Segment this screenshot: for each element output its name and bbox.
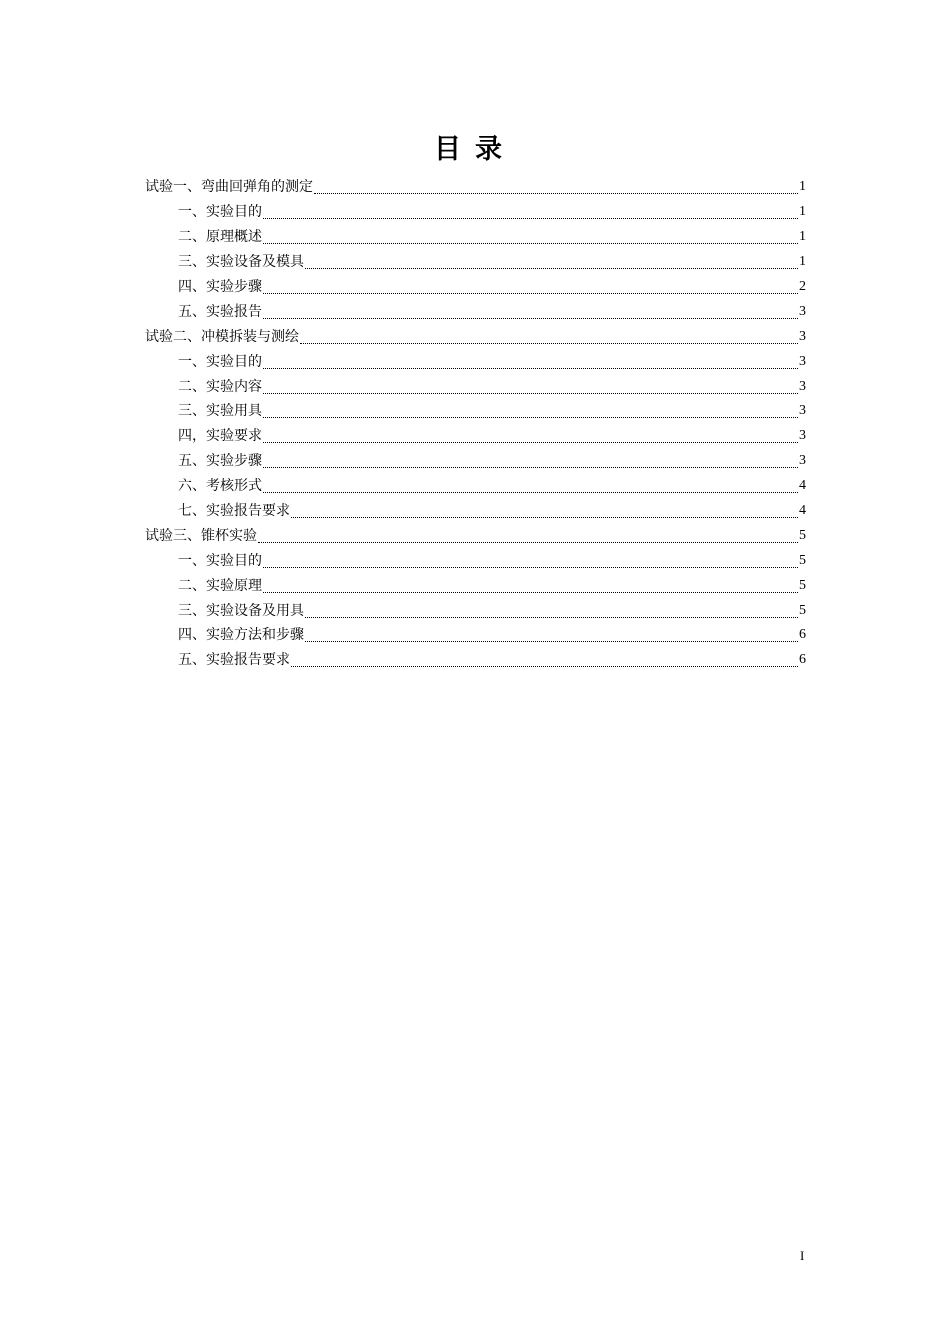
toc-entry-label: 三、实验用具: [178, 403, 262, 420]
toc-dot-leader: [263, 566, 798, 568]
toc-dot-leader: [305, 616, 798, 618]
page-title: 目录: [434, 134, 516, 165]
toc-dot-leader: [263, 491, 798, 493]
toc-entry-label: 一、实验目的: [178, 552, 262, 569]
toc-entry-label: 三、实验设备及用具: [178, 602, 304, 619]
toc-section-entry[interactable]: [145, 548, 806, 573]
toc-dot-leader: [263, 416, 798, 418]
toc-section-entry[interactable]: [145, 225, 806, 250]
toc-entry-page: 5: [799, 577, 806, 593]
toc-section-entry[interactable]: [145, 374, 806, 399]
toc-entry-page: 4: [799, 478, 806, 494]
toc-entry-page: 5: [799, 552, 806, 568]
toc-dot-leader: [263, 217, 798, 219]
toc-entry-label: 四、实验方法和步骤: [178, 627, 304, 644]
toc-dot-leader: [263, 441, 798, 443]
toc-entry-page: 5: [799, 602, 806, 618]
toc-entry-page: 3: [799, 378, 806, 394]
toc-dot-leader: [305, 640, 798, 642]
toc-entry-label: 五、实验步骤: [178, 453, 262, 470]
toc-entry-page: 3: [799, 403, 806, 419]
toc-entry-page: 4: [799, 503, 806, 519]
toc-entry-page: 1: [799, 254, 806, 270]
toc-section-entry[interactable]: [145, 449, 806, 474]
toc-section-entry[interactable]: [145, 299, 806, 324]
toc-entry-label: 二、实验原理: [178, 577, 262, 594]
toc-section-entry[interactable]: [145, 349, 806, 374]
toc-entry-page: 3: [799, 353, 806, 369]
table-of-contents: [145, 175, 806, 673]
toc-section-entry[interactable]: [145, 474, 806, 499]
toc-entry-label: 试验一、弯曲回弹角的测定: [145, 179, 313, 196]
toc-entry-page: 5: [799, 527, 806, 543]
toc-dot-leader: [305, 267, 798, 269]
toc-section-entry[interactable]: [145, 598, 806, 623]
toc-dot-leader: [263, 242, 798, 244]
toc-dot-leader: [300, 342, 798, 344]
toc-section-entry[interactable]: [145, 424, 806, 449]
toc-chapter-entry[interactable]: [145, 175, 806, 200]
page-number: I: [800, 1248, 805, 1263]
toc-entry-page: 1: [799, 229, 806, 245]
toc-dot-leader: [258, 541, 798, 543]
toc-dot-leader: [314, 192, 798, 194]
toc-entry-page: 3: [799, 453, 806, 469]
toc-entry-label: 试验三、锥杯实验: [145, 527, 257, 544]
toc-entry-label: 四，实验要求: [178, 428, 262, 445]
toc-section-entry[interactable]: [145, 250, 806, 275]
toc-chapter-entry[interactable]: [145, 324, 806, 349]
toc-section-entry[interactable]: [145, 275, 806, 300]
toc-dot-leader: [263, 392, 798, 394]
toc-entry-label: 六、考核形式: [178, 478, 262, 495]
toc-entry-label: 试验二、冲模拆装与测绘: [145, 328, 299, 345]
toc-dot-leader: [263, 367, 798, 369]
toc-dot-leader: [263, 317, 798, 319]
toc-entry-page: 6: [799, 652, 806, 668]
toc-section-entry[interactable]: [145, 399, 806, 424]
toc-dot-leader: [291, 665, 798, 667]
toc-entry-label: 五、实验报告要求: [178, 652, 290, 669]
toc-entry-page: 1: [799, 204, 806, 220]
toc-section-entry[interactable]: [145, 499, 806, 524]
toc-entry-page: 3: [799, 303, 806, 319]
toc-entry-label: 五、实验报告: [178, 303, 262, 320]
toc-entry-label: 四、实验步骤: [178, 279, 262, 295]
toc-dot-leader: [263, 591, 798, 593]
toc-entry-page: 2: [799, 279, 806, 294]
toc-entry-label: 一、实验目的: [178, 353, 262, 370]
toc-section-entry[interactable]: [145, 573, 806, 598]
toc-entry-page: 3: [799, 328, 806, 344]
toc-entry-label: 二、原理概述: [178, 229, 262, 246]
toc-dot-leader: [291, 516, 798, 518]
toc-section-entry[interactable]: [145, 648, 806, 673]
toc-section-entry[interactable]: [145, 623, 806, 648]
toc-entry-label: 一、实验目的: [178, 204, 262, 221]
toc-entry-page: 3: [799, 428, 806, 444]
toc-entry-page: 6: [799, 627, 806, 643]
toc-dot-leader: [263, 292, 798, 294]
toc-dot-leader: [263, 466, 798, 468]
toc-entry-label: 二、实验内容: [178, 378, 262, 395]
toc-entry-label: 七、实验报告要求: [178, 503, 290, 520]
toc-entry-label: 三、实验设备及模具: [178, 254, 304, 271]
toc-section-entry[interactable]: [145, 200, 806, 225]
toc-entry-page: 1: [799, 179, 806, 195]
toc-chapter-entry[interactable]: [145, 523, 806, 548]
